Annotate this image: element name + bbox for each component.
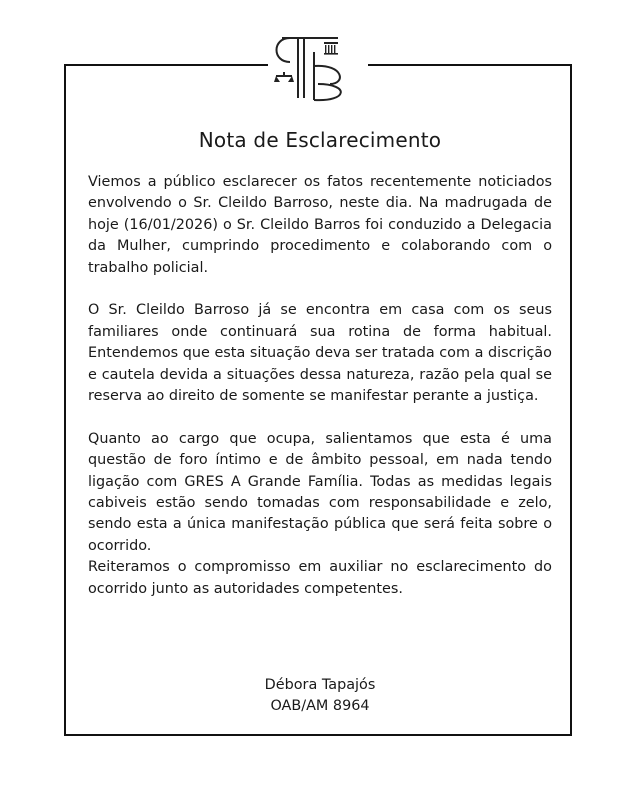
signature-block: [64, 675, 576, 718]
paragraph-1: Viemos a público esclarecer os fatos recentemente noticiados envolvendo o Sr. Cleildo Barroso, neste dia. Na madrugada de hoje (16/01/2026) o Sr. Cleildo Barros foi conduzido a Delegacia da Mulher, cumprindo procedimento e colaborando com o trabalho policial.: [88, 174, 552, 276]
document-body: [88, 172, 552, 600]
signature-name: Débora Tapajós: [264, 677, 376, 693]
monogram-logo: [268, 28, 368, 112]
paragraph-3: Quanto ao cargo que ocupa, salientamos que esta é uma questão de foro íntimo e de âmbito pessoal, em nada tendo ligação com GRES A Grande Família. Todas as medidas legais cabiveis estão sendo tomadas com responsabilidade e zelo, sendo esta a única manifestação pública que será feita sobre o ocorrido.: [88, 430, 552, 554]
paragraph-spacer: [88, 279, 552, 300]
paragraph-2: O Sr. Cleildo Barroso já se encontra em casa com os seus familiares onde continuará sua rotina de forma habitual. Entendemos que esta situação deva ser tratada com a discrição e cautela devida a situações dessa natureza, razão pela qual se reserva ao direito de somente se manifestar perante a justiça.: [88, 302, 552, 405]
paragraph-4: Reiteramos o compromisso em auxiliar no esclarecimento do ocorrido junto as autoridades competentes.: [88, 559, 552, 597]
law-firm-monogram-icon: [268, 28, 368, 112]
signature-registration: OAB/AM 8964: [270, 698, 370, 715]
document-title: Nota de Esclarecimento: [198, 128, 442, 152]
paragraph-spacer: [88, 407, 552, 428]
